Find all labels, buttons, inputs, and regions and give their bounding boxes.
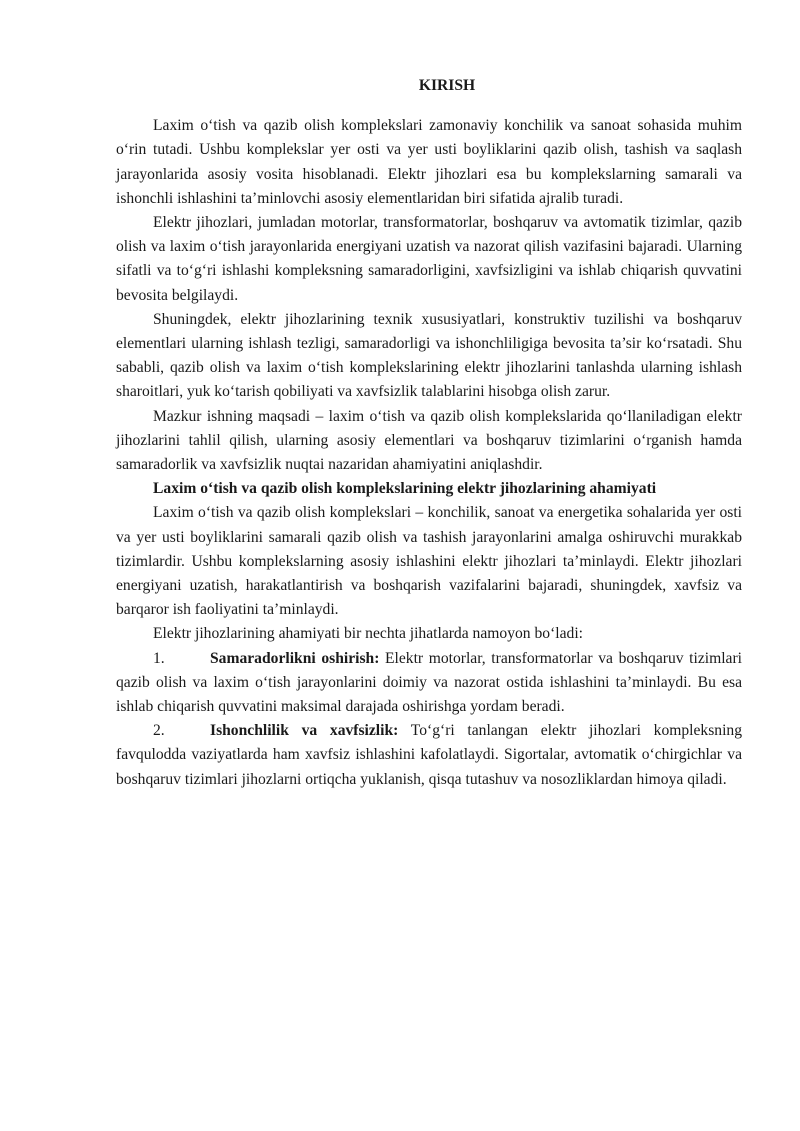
section-heading: Laxim o‘tish va qazib olish komplekslarining elektr jihozlarining ahamiyati [153, 480, 657, 498]
section-paragraph-2: Elektr jihozlarining ahamiyati bir nechta jihatlarda namoyon bo‘ladi: [153, 625, 583, 643]
list-item [116, 719, 742, 792]
page-title: KIRISH [418, 77, 476, 94]
list-item-lead: Ishonchlilik va xavfsizlik: [210, 722, 399, 740]
list-item-number: 2. [153, 722, 165, 740]
intro-paragraph-2: Elektr jihozlari, jumladan motorlar, transformatorlar, boshqaruv va avtomatik tizimlar, qazib olish va laxim o‘tish jarayonlarida energiyani uzatish va nazorat qilish vazifasini bajaradi. Ularning sifatli va to‘g‘ri ishlashi kompleksning samaradorligini, xavfsizligini va ishlab chiqarish quvvatini bevosita belgilaydi. [116, 214, 742, 304]
document-body [116, 74, 742, 792]
intro-paragraph-1: Laxim o‘tish va qazib olish komplekslari zamonaviy konchilik va sanoat sohasida muhim o‘rin tutadi. Ushbu komplekslar yer osti va yer usti boyliklarini qazib olish, tashish va saqlash jarayonlarida asosiy vosita hisoblanadi. Elektr jihozlari esa bu komplekslarning samarali va ishonchli ishlashini ta’minlovchi asosiy elementlaridan biri sifatida ajralib turadi. [116, 117, 742, 207]
list-item-number: 1. [153, 649, 165, 667]
list-item-text: To‘g‘ri tanlangan elektr jihozlari kompleksning favqulodda vaziyatlarda ham xavfsiz ishlashini kafolatlaydi. Sigortalar, avtomatik o‘chirgichlar va boshqaruv tizimlari jihozlarni ortiqcha yuklanish, qisqa tutashuv va nosozliklardan himoya qiladi. [116, 722, 743, 788]
list-item-text: Elektr motorlar, transformatorlar va boshqaruv tizimlari qazib olish va laxim o‘tish jarayonlarini doimiy va nazorat ostida ishlashini ta’minlaydi. Bu esa ishlab chiqarish quvvatini maksimal darajada oshirishga yordam beradi. [116, 649, 742, 716]
list-item-lead: Samaradorlikni oshirish: [210, 649, 380, 667]
intro-paragraph-4: Mazkur ishning maqsadi – laxim o‘tish va qazib olish komplekslarida qo‘llaniladigan elektr jihozlarini tahlil qilish, ularning asosiy elementlari va boshqaruv tizimlarini o‘rganish hamda samaradorlik va xavfsizlik nuqtai nazaridan ahamiyatini aniqlashdir. [116, 407, 742, 474]
list-item [116, 647, 742, 720]
section-paragraph-1: Laxim o‘tish va qazib olish komplekslari – konchilik, sanoat va energetika sohalarida yer osti va yer usti boyliklarini samarali qazib olish va tashish jarayonlarini amalga oshiruvchi murakkab tizimlardir. Ushbu komplekslarning asosiy ishlashini elektr jihozlari ta’minlaydi. Elektr jihozlari energiyani uzatish, harakatlantirish va boshqarish vazifalarini bajaradi, shuningdek, xavfsiz va barqaror ish faoliyatini ta’minlaydi. [116, 504, 742, 619]
intro-paragraph-3: Shuningdek, elektr jihozlarining texnik xususiyatlari, konstruktiv tuzilishi va boshqaruv elementlari ularning ishlash tezligi, samaradorligi va ishonchliligiga bevosita ta’sir ko‘rsatadi. Shu sababli, qazib olish va laxim o‘tish komplekslarining elektr jihozlarini tanlashda ularning ishlash sharoitlari, yuk ko‘tarish qobiliyati va xavfsizlik talablarini hisobga olish zarur. [116, 310, 742, 401]
